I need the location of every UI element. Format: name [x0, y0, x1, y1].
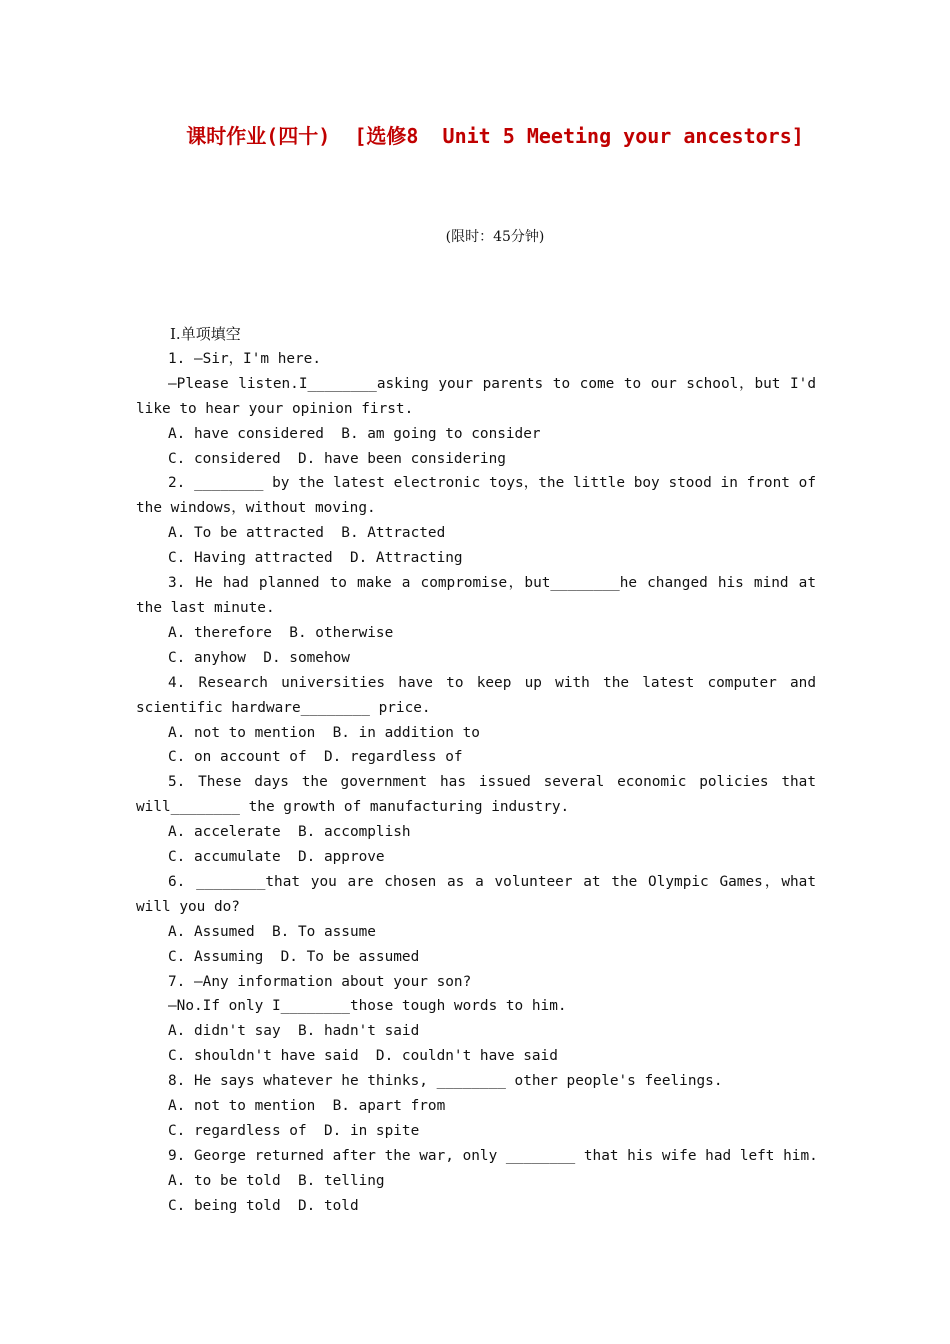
question-9-options-ab: A. to be told B. telling [168, 1172, 385, 1189]
question-1-options-cd: C. considered D. have been considering [168, 450, 506, 467]
question-6-options-cd: C. Assuming D. To be assumed [168, 948, 420, 965]
question-6-options-ab: A. Assumed B. To assume [168, 923, 376, 940]
page-title: 课时作业(四十) [选修8 Unit 5 Meeting your ancestors] [186, 124, 804, 148]
question-3-options-cd: C. anyhow D. somehow [168, 649, 350, 666]
question-5-stem: 5. These days the government has issued several economic policies that will________ the growth of manufacturing industry. [136, 774, 816, 816]
question-1-dialog: 1. —Sir，I'm here. [168, 350, 322, 367]
question-3-stem: 3. He had planned to make a compromise，but________he changed his mind at the last minute. [136, 575, 816, 616]
question-9-stem: 9. George returned after the war, only ________ that his wife had left him. [168, 1147, 818, 1164]
question-8-stem: 8. He says whatever he thinks, ________ other people's feelings. [168, 1073, 723, 1090]
question-7-stem: —No.If only I________those tough words to him. [168, 998, 567, 1015]
question-6-stem: 6. ________that you are chosen as a volunteer at the Olympic Games，what will you do? [136, 873, 816, 915]
question-2-options-cd: C. Having attracted D. Attracting [168, 550, 463, 567]
question-4-options-cd: C. on account of D. regardless of [168, 749, 463, 766]
question-9-options-cd: C. being told D. told [168, 1197, 359, 1214]
question-4-stem: 4. Research universities have to keep up with the latest computer and scientific hardware________ price. [136, 674, 816, 716]
question-5-options-ab: A. accelerate B. accomplish [168, 824, 411, 841]
exercise-body [136, 322, 816, 1219]
time-limit: (限时：45分钟) [445, 229, 545, 245]
section-heading: Ⅰ.单项填空 [170, 325, 241, 343]
question-7-options-ab: A. didn't say B. hadn't said [168, 1023, 420, 1040]
question-2-stem: 2. ________ by the latest electronic toys，the little boy stood in front of the windows，without moving. [136, 475, 816, 517]
question-5-options-cd: C. accumulate D. approve [168, 849, 385, 866]
question-2-options-ab: A. To be attracted B. Attracted [168, 525, 446, 542]
question-1-stem: —Please listen.I________asking your parents to come to our school，but I'd like to hear your opinion first. [136, 375, 816, 417]
question-8-options-cd: C. regardless of D. in spite [168, 1123, 420, 1139]
question-1-options-ab: A. have considered B. am going to consider [168, 425, 541, 442]
question-8-options-ab: A. not to mention B. apart from [168, 1098, 446, 1115]
question-7-options-cd: C. shouldn't have said D. couldn't have said [168, 1048, 558, 1065]
question-4-options-ab: A. not to mention B. in addition to [168, 724, 480, 741]
question-3-options-ab: A. therefore B. otherwise [168, 624, 394, 641]
question-7-dialog: 7. —Any information about your son? [168, 973, 472, 990]
